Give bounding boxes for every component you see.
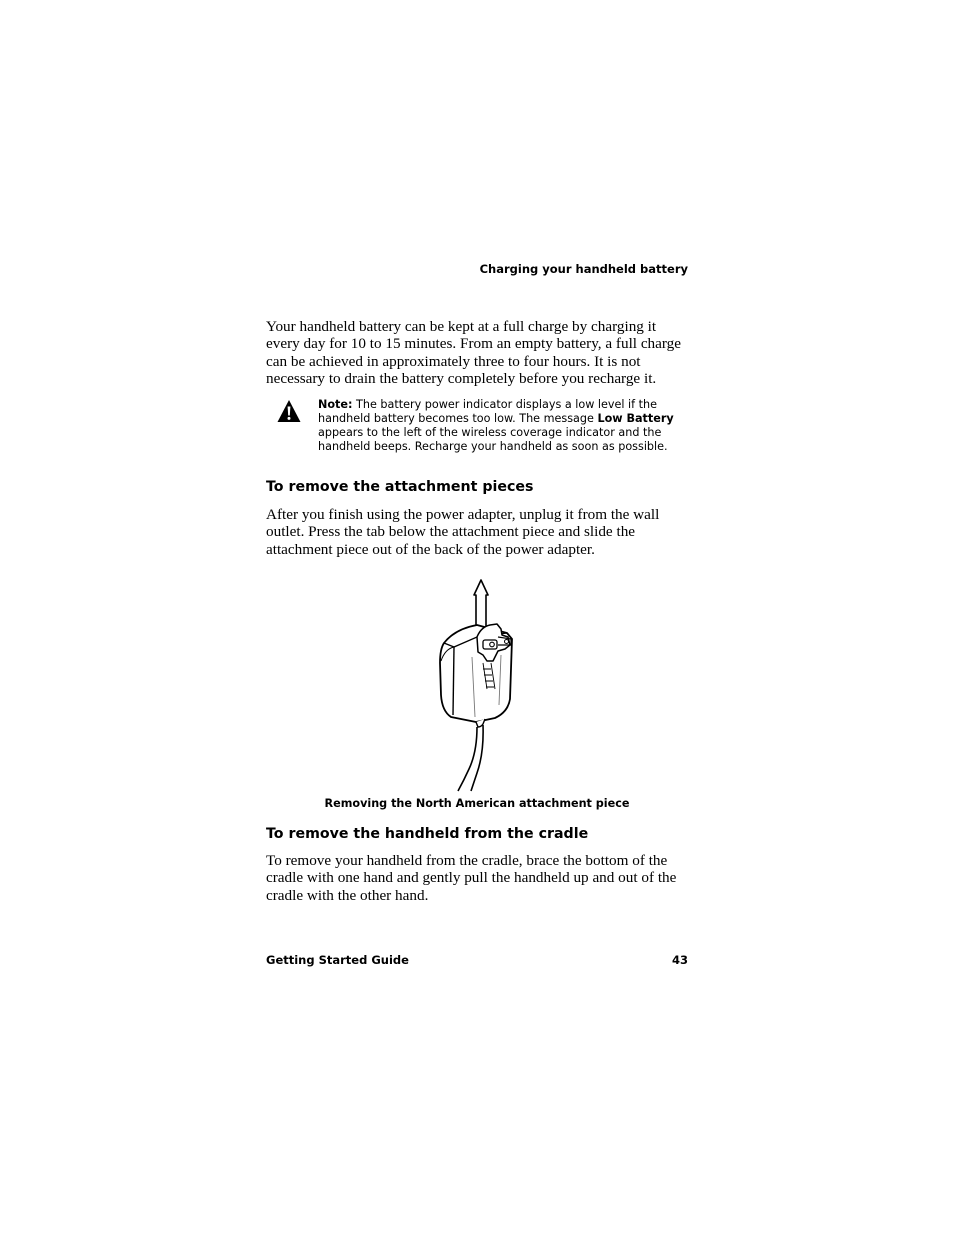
figure-caption: Removing the North American attachment piece: [324, 797, 630, 810]
cradle-paragraph: To remove your handheld from the cradle, brace the bottom of the cradle with one hand and gently pull the handheld up and out of the cradle with the other hand.: [266, 852, 677, 904]
cradle-heading: To remove the handheld from the cradle: [266, 826, 589, 842]
warning-triangle-icon: [277, 399, 301, 423]
running-header: Charging your handheld battery: [479, 262, 688, 276]
attachment-paragraph: After you finish using the power adapter, unplug it from the wall outlet. Press the tab below the attachment piece and slide the attachment piece out of the back of the power adapter.: [266, 506, 660, 558]
attachment-heading: To remove the attachment pieces: [266, 479, 534, 495]
note-label: Note:: [318, 398, 353, 411]
note-text-before: The battery power indicator displays a low level if the handheld battery becomes too low. The message: [318, 398, 658, 425]
page-number: 43: [671, 953, 688, 967]
note-text: [318, 398, 690, 454]
power-adapter-illustration: [425, 577, 525, 795]
footer-guide-title: Getting Started Guide: [266, 953, 409, 967]
intro-paragraph: Your handheld battery can be kept at a full charge by charging it every day for 10 to 15 minutes. From an empty battery, a full charge can be achieved in approximately three to four hours. It is not necessary to drain the battery completely before you recharge it.: [266, 318, 682, 388]
note-text-after: appears to the left of the wireless coverage indicator and the handheld beeps. Recharge your handheld as soon as possible.: [318, 426, 668, 453]
low-battery-emphasis: Low Battery: [597, 412, 674, 425]
note-block: [266, 398, 691, 458]
